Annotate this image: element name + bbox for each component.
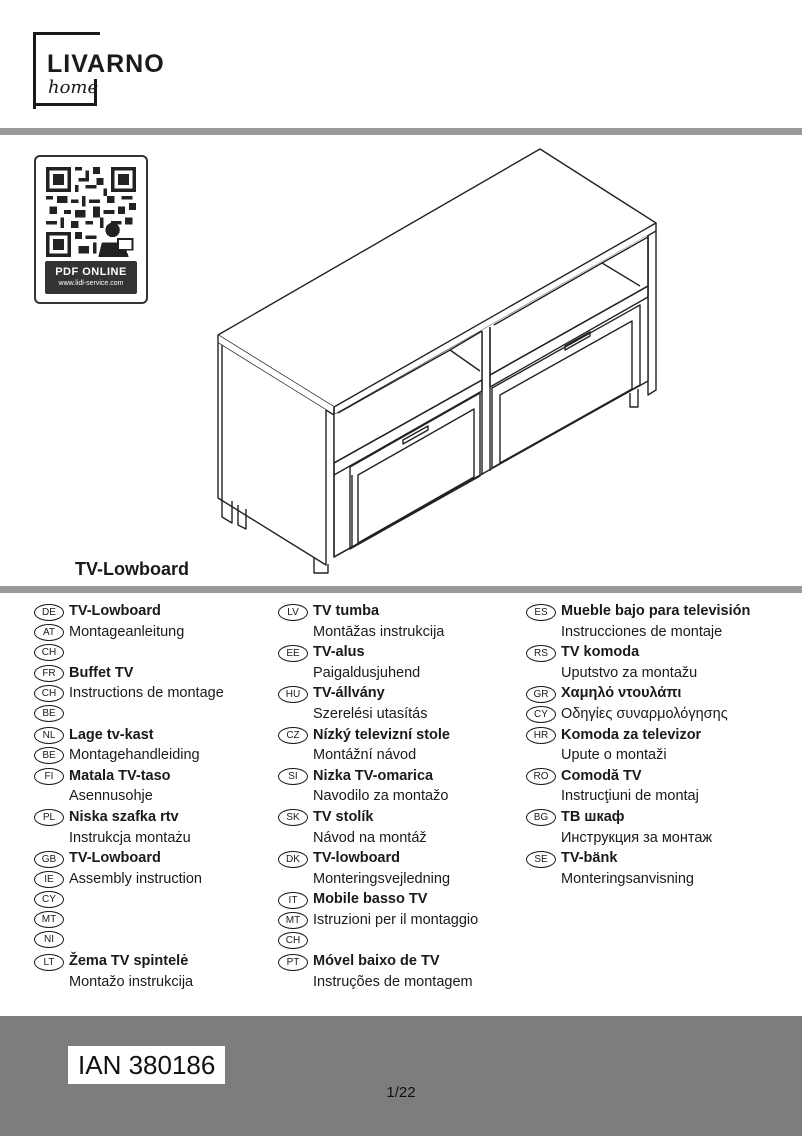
qr-code-box[interactable] (34, 155, 148, 304)
entry-subtitle: Инструкция за монтаж (561, 829, 713, 846)
language-entry-text (561, 807, 750, 848)
country-codes (34, 807, 64, 830)
country-codes (278, 683, 308, 706)
language-entry-text (313, 642, 478, 683)
entry-subtitle: Instrukcja montażu (69, 829, 191, 846)
entry-subtitle: Montāžas instrukcija (313, 623, 445, 640)
entry-title: TV-Lowboard (69, 850, 161, 867)
entry-subtitle: Upute o montaži (561, 747, 667, 764)
entry-title: TV-állvány (313, 685, 385, 702)
qr-label-title: PDF ONLINE (55, 266, 127, 278)
language-entry-text (69, 848, 224, 889)
language-entry-text (313, 807, 478, 848)
entry-subtitle: Montageanleitung (69, 623, 185, 640)
country-badge: MT (34, 911, 64, 928)
entry-title: Lage tv-kast (69, 726, 154, 743)
language-entry (278, 951, 478, 992)
country-badge: BE (34, 747, 64, 764)
country-badge: AT (34, 624, 64, 641)
entry-subtitle: Montážní návod (313, 747, 417, 764)
qr-code-icon (46, 167, 136, 257)
country-badge: CH (34, 644, 64, 661)
language-entry (278, 766, 478, 807)
language-entry (526, 807, 750, 848)
language-column-2 (278, 601, 478, 992)
country-codes (278, 951, 308, 974)
language-entry (526, 848, 750, 889)
entry-subtitle: Οδηγίες συναρμολόγησης (561, 705, 728, 722)
entry-title: Matala TV-taso (69, 767, 171, 784)
country-codes (34, 663, 64, 726)
entry-title: TV stolík (313, 808, 374, 825)
country-badge: HU (278, 686, 308, 703)
country-badge: IE (34, 871, 64, 888)
entry-subtitle: Monteringsanvisning (561, 870, 694, 887)
entry-title: Móvel baixo de TV (313, 953, 440, 970)
entry-title: Χαμηλό ντουλάπι (561, 685, 682, 702)
entry-title: TV-bänk (561, 850, 618, 867)
language-entry-text (561, 766, 750, 807)
country-badge: LV (278, 604, 308, 621)
entry-subtitle: Istruzioni per il montaggio (313, 911, 479, 928)
language-entry (526, 683, 750, 724)
entry-title: Buffet TV (69, 664, 134, 681)
country-codes (526, 725, 556, 748)
entry-subtitle: Instrucţiuni de montaj (561, 788, 699, 805)
language-entry-text (69, 601, 224, 642)
language-entry (34, 601, 224, 663)
country-codes (34, 766, 64, 789)
country-badge: DK (278, 851, 308, 868)
language-entry (278, 683, 478, 724)
entry-subtitle: Instrucciones de montaje (561, 623, 723, 640)
country-codes (278, 848, 308, 871)
language-entry-text (313, 766, 478, 807)
language-entry (278, 807, 478, 848)
brand-logo: LIVARNO (44, 50, 168, 79)
language-entry (34, 951, 224, 992)
entry-title: TV komoda (561, 644, 640, 661)
country-badge: PL (34, 809, 64, 826)
country-badge: GR (526, 686, 556, 703)
entry-subtitle: Szerelési utasítás (313, 705, 428, 722)
country-codes (278, 807, 308, 830)
entry-title: TV-lowboard (313, 850, 400, 867)
language-entry (278, 848, 478, 889)
country-badge: BG (526, 809, 556, 826)
country-badge: MT (278, 912, 308, 929)
language-entry-text (561, 848, 750, 889)
language-entry-text (313, 889, 478, 930)
entry-title: Mueble bajo para televisión (561, 603, 751, 619)
country-codes (526, 683, 556, 726)
entry-subtitle: Montagehandleiding (69, 747, 200, 764)
entry-subtitle: Uputstvo za montažu (561, 664, 698, 681)
middle-divider (0, 586, 802, 593)
language-entry-text (561, 725, 750, 766)
country-badge: IT (278, 892, 308, 909)
country-badge: CH (34, 685, 64, 702)
country-codes (34, 601, 64, 664)
language-entry (34, 766, 224, 807)
country-badge: ES (526, 604, 556, 621)
language-entry (34, 725, 224, 766)
country-codes (278, 766, 308, 789)
entry-subtitle: Instruções de montagem (313, 973, 473, 990)
country-badge: HR (526, 727, 556, 744)
entry-title: Nizka TV-omarica (313, 767, 434, 784)
page-number: 1/22 (386, 1084, 416, 1101)
language-column-1 (34, 601, 224, 992)
language-entry (34, 807, 224, 848)
entry-title: Komoda za televizor (561, 726, 702, 743)
country-badge: FI (34, 768, 64, 785)
language-entry-text (313, 951, 478, 992)
language-column-3 (526, 601, 750, 889)
country-badge: NI (34, 931, 64, 948)
language-entry (278, 601, 478, 642)
language-entry-text (313, 601, 478, 642)
country-codes (34, 951, 64, 974)
language-entry-text (313, 683, 478, 724)
country-badge: RO (526, 768, 556, 785)
country-badge: CY (526, 706, 556, 723)
language-entry-text (69, 951, 224, 992)
entry-subtitle: Asennusohje (69, 788, 153, 805)
country-badge: LT (34, 954, 64, 971)
language-entry (526, 601, 750, 642)
language-entry-text (313, 725, 478, 766)
entry-title: Niska szafka rtv (69, 808, 179, 825)
entry-title: Comodă TV (561, 767, 642, 784)
country-codes (278, 642, 308, 665)
entry-subtitle: Monteringsvejledning (313, 870, 451, 887)
country-badge: RS (526, 645, 556, 662)
country-badge: CZ (278, 727, 308, 744)
entry-title: TV-Lowboard (69, 603, 161, 619)
top-divider (0, 128, 802, 135)
country-codes (34, 725, 64, 768)
country-codes (526, 848, 556, 871)
language-entry (526, 766, 750, 807)
language-entry (278, 725, 478, 766)
product-title: TV-Lowboard (75, 559, 189, 579)
entry-subtitle: Paigaldusjuhend (313, 664, 421, 681)
country-badge: SE (526, 851, 556, 868)
ian-number: IAN 380186 (68, 1046, 225, 1084)
country-codes (278, 601, 308, 624)
country-badge: EE (278, 645, 308, 662)
country-badge: SK (278, 809, 308, 826)
language-entry (526, 642, 750, 683)
country-badge: BE (34, 705, 64, 722)
country-badge: PT (278, 954, 308, 971)
country-badge: SI (278, 768, 308, 785)
entry-subtitle: Assembly instruction (69, 870, 202, 887)
language-entry-text (69, 807, 224, 848)
language-entry-text (561, 642, 750, 683)
country-badge: CY (34, 891, 64, 908)
country-codes (526, 766, 556, 789)
country-badge: DE (34, 604, 64, 621)
country-codes (278, 889, 308, 952)
entry-title: TV-alus (313, 644, 365, 661)
language-entry (278, 889, 478, 951)
language-entry (34, 663, 224, 725)
tv-lowboard-illustration (210, 145, 670, 575)
qr-label-url: www.lidl-service.com (58, 280, 124, 287)
entry-title: Mobile basso TV (313, 891, 428, 908)
language-entry (34, 848, 224, 951)
logo-frame-bottom (33, 103, 97, 106)
language-entry (278, 642, 478, 683)
language-entry (526, 725, 750, 766)
country-badge: FR (34, 665, 64, 682)
entry-title: TV tumba (313, 603, 380, 619)
language-entry-text (313, 848, 478, 889)
language-entry-text (561, 683, 750, 724)
country-codes (34, 848, 64, 951)
entry-title: ТВ шкаф (561, 808, 625, 825)
country-codes (526, 642, 556, 665)
qr-label (45, 261, 137, 294)
country-codes (278, 725, 308, 748)
language-entry-text (561, 601, 750, 642)
entry-title: Žema TV spintelė (69, 953, 189, 970)
language-entry-text (69, 766, 224, 807)
entry-title: Nízký televizní stole (313, 726, 450, 743)
entry-subtitle: Montažo instrukcija (69, 973, 194, 990)
language-entry-text (69, 725, 224, 766)
country-badge: NL (34, 727, 64, 744)
country-badge: GB (34, 851, 64, 868)
brand-sub: home (48, 77, 99, 98)
entry-subtitle: Návod na montáž (313, 829, 427, 846)
country-badge: CH (278, 932, 308, 949)
country-codes (526, 807, 556, 830)
entry-subtitle: Navodilo za montažo (313, 788, 449, 805)
entry-subtitle: Instructions de montage (69, 685, 224, 702)
language-entry-text (69, 663, 224, 704)
country-codes (526, 601, 556, 624)
